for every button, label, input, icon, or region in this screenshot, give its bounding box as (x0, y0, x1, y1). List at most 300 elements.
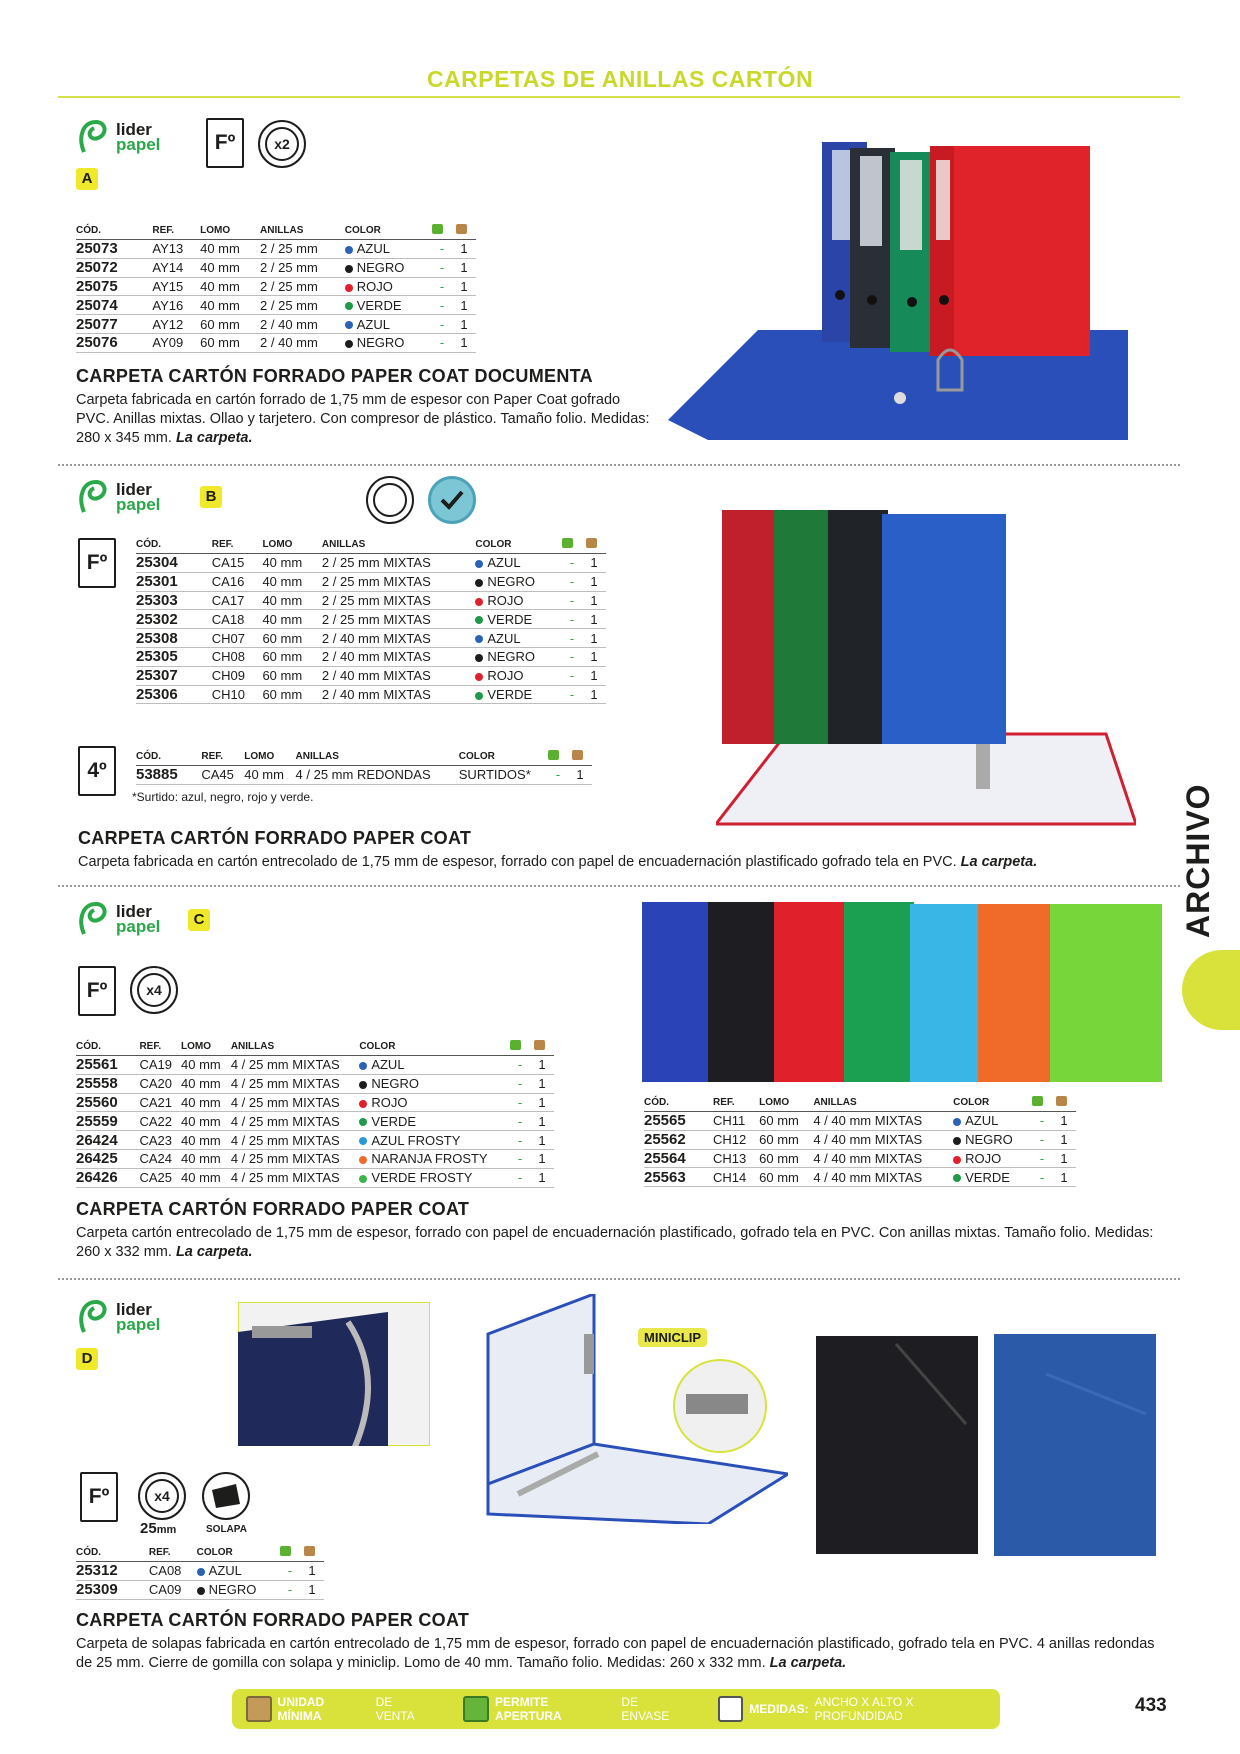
anillas-value: 4 / 25 mm MIXTAS (230, 1151, 340, 1167)
cod-value: 25312 (76, 1562, 118, 1580)
logo-line2: papel (116, 495, 161, 514)
cell-anillas (260, 315, 345, 334)
cell-lomo (262, 554, 321, 573)
color-dot-icon (475, 654, 483, 662)
table-row (136, 610, 606, 629)
open-pack-icon (1032, 1096, 1056, 1112)
color-dot-icon (345, 284, 353, 292)
col-lomo: LOMO (244, 750, 295, 766)
table-row (136, 554, 606, 573)
cell-min-unit: 1 (586, 629, 606, 648)
table-row (644, 1149, 1076, 1168)
cell-cod (76, 277, 152, 296)
cell-anillas (322, 685, 475, 704)
anillas-value: 2 / 25 mm (260, 260, 318, 276)
cell-anillas (322, 610, 475, 629)
cell-min-unit: 1 (456, 296, 476, 315)
cell-anillas (813, 1168, 953, 1187)
col-cod: CÓD. (136, 538, 212, 554)
cod-value: 25559 (76, 1112, 118, 1130)
color-value: NEGRO (487, 574, 536, 590)
col-lomo: LOMO (262, 538, 321, 554)
ref-value: CA21 (139, 1094, 172, 1110)
cell-ref (152, 296, 200, 315)
cell-open-pack: - (1032, 1168, 1056, 1187)
cell-cod (136, 554, 212, 573)
logo-line2: papel (116, 135, 161, 154)
lomo-value: 60 mm (759, 1132, 799, 1148)
cell-ref (212, 591, 263, 610)
section-divider (58, 464, 1180, 466)
color-dot-icon (475, 560, 483, 568)
cell-cod (136, 572, 212, 591)
cell-lomo (262, 647, 321, 666)
color-dot-icon (345, 321, 353, 329)
ref-value: CA19 (139, 1057, 172, 1073)
cell-open-pack: - (1032, 1130, 1056, 1149)
color-value: AZUL (487, 555, 521, 571)
col-anillas: ANILLAS (296, 750, 459, 766)
lomo-value: 40 mm (200, 297, 240, 313)
cell-lomo (759, 1130, 813, 1149)
lomo-value: 60 mm (200, 316, 240, 332)
cod-value: 25305 (136, 648, 178, 666)
ref-value: CH10 (211, 686, 246, 702)
table-row (644, 1168, 1076, 1187)
cuarto-size-icon: 4º (78, 746, 116, 796)
anillas-value: 4 / 25 mm MIXTAS (230, 1057, 340, 1073)
color-value: ROJO (487, 592, 524, 608)
lomo-value: 60 mm (262, 630, 303, 646)
ref-value: CA22 (139, 1113, 172, 1129)
ref-value: AY13 (152, 241, 184, 257)
cell-anillas (322, 591, 475, 610)
cell-lomo (262, 666, 321, 685)
cell-color (359, 1149, 510, 1168)
cell-color (359, 1093, 510, 1112)
cell-open-pack: - (562, 666, 586, 685)
cell-anillas (231, 1074, 359, 1093)
table-row (76, 333, 476, 352)
ref-value: CA08 (148, 1563, 182, 1579)
cod-value: 25072 (76, 259, 118, 277)
cod-value: 53885 (136, 766, 178, 784)
anillas-value: 2 / 25 mm MIXTAS (321, 592, 431, 608)
cell-anillas (322, 554, 475, 573)
cell-cod (136, 610, 212, 629)
cell-anillas (322, 647, 475, 666)
cell-min-unit: 1 (456, 277, 476, 296)
logo-line1: lider (116, 1300, 152, 1319)
product-desc-c-em: La carpeta. (175, 1244, 253, 1260)
lomo-value: 40 mm (181, 1076, 221, 1092)
anillas-value: 2 / 25 mm (260, 278, 318, 294)
lomo-value: 40 mm (244, 767, 284, 783)
product-table-c2 (644, 1096, 1076, 1187)
open-box-icon (463, 1696, 489, 1722)
logo-line2: papel (116, 1315, 161, 1334)
legend-bar (232, 1689, 1000, 1729)
legend-measures (718, 1695, 1000, 1723)
cell-ref (152, 277, 200, 296)
archive-tab-icon (1182, 950, 1240, 1030)
cell-min-unit: 1 (534, 1112, 554, 1131)
color-dot-icon (475, 598, 483, 606)
cell-color (475, 572, 562, 591)
col-color: COLOR (359, 1040, 510, 1056)
color-value: NARANJA FROSTY (371, 1151, 488, 1167)
ref-value: AY16 (152, 297, 184, 313)
ref-value: CA18 (211, 611, 245, 627)
cod-value: 25564 (644, 1149, 686, 1167)
rings-count-label: x2 (265, 127, 299, 161)
cell-color (359, 1131, 510, 1150)
color-value: AZUL FROSTY (371, 1132, 461, 1148)
color-dot-icon (953, 1137, 961, 1145)
col-cod: CÓD. (136, 750, 201, 766)
lomo-value: 40 mm (181, 1057, 221, 1073)
color-value: AZUL (208, 1563, 242, 1579)
cell-cod (136, 591, 212, 610)
anillas-value: 4 / 40 mm MIXTAS (813, 1150, 923, 1166)
cell-open-pack: - (510, 1168, 534, 1187)
cell-cod (644, 1149, 713, 1168)
cell-ref (139, 1168, 181, 1187)
cell-color (475, 685, 562, 704)
color-dot-icon (359, 1062, 367, 1070)
cell-min-unit: 1 (534, 1131, 554, 1150)
cell-lomo (200, 277, 260, 296)
ref-value: CH14 (713, 1169, 747, 1185)
color-value: AZUL (965, 1113, 999, 1129)
cell-color (953, 1168, 1032, 1187)
color-value: NEGRO (208, 1582, 257, 1598)
cod-value: 26425 (76, 1150, 118, 1168)
anillas-value: 4 / 40 mm MIXTAS (813, 1113, 923, 1129)
cell-color (197, 1562, 280, 1581)
cell-anillas (260, 240, 345, 259)
color-dot-icon (359, 1137, 367, 1145)
anillas-value: 4 / 25 mm MIXTAS (230, 1094, 340, 1110)
product-desc-d (76, 1635, 1166, 1673)
ref-value: CA20 (139, 1076, 172, 1092)
color-dot-icon (953, 1174, 961, 1182)
cell-cod (76, 1562, 149, 1581)
lomo-value: 40 mm (262, 555, 303, 571)
cell-min-unit: 1 (586, 666, 606, 685)
cell-anillas (296, 766, 459, 785)
color-dot-icon (475, 635, 483, 643)
cell-anillas (322, 666, 475, 685)
cell-min-unit: 1 (586, 647, 606, 666)
cell-open-pack: - (562, 554, 586, 573)
ring-size-value: 25 (140, 1520, 157, 1537)
cell-color (359, 1074, 510, 1093)
ref-value: CA45 (201, 767, 234, 783)
lomo-value: 60 mm (200, 335, 240, 351)
cell-color (345, 315, 432, 334)
cell-cod (76, 258, 152, 277)
col-cod: CÓD. (76, 224, 152, 240)
open-pack-icon (510, 1040, 534, 1056)
col-color: COLOR (459, 750, 548, 766)
cell-min-unit: 1 (534, 1074, 554, 1093)
lider-papel-logo-icon (76, 900, 112, 938)
product-desc-a (76, 391, 656, 448)
anillas-value: 2 / 40 mm (260, 335, 318, 351)
lomo-value: 60 mm (759, 1169, 799, 1185)
cell-anillas (231, 1149, 359, 1168)
cell-cod (76, 1580, 149, 1599)
anillas-value: 4 / 40 mm MIXTAS (813, 1132, 923, 1148)
color-value: NEGRO (487, 649, 536, 665)
cell-lomo (262, 629, 321, 648)
cell-open-pack: - (432, 277, 456, 296)
product-image-ring-detail (238, 1302, 430, 1446)
cell-lomo (181, 1056, 231, 1075)
cell-color (197, 1580, 280, 1599)
table-row (644, 1130, 1076, 1149)
section-badge-a: A (76, 168, 98, 190)
cell-ref (713, 1130, 759, 1149)
cell-anillas (260, 258, 345, 277)
ref-value: CA23 (139, 1132, 172, 1148)
cell-color (475, 610, 562, 629)
cell-cod (136, 685, 212, 704)
cell-ref (149, 1562, 197, 1581)
cell-min-unit: 1 (304, 1562, 324, 1581)
cell-lomo (759, 1112, 813, 1131)
brand-logo (76, 900, 160, 938)
col-lomo: LOMO (759, 1096, 813, 1112)
anillas-value: 4 / 25 mm REDONDAS (295, 767, 431, 783)
cell-anillas (813, 1112, 953, 1131)
min-unit-icon (586, 538, 606, 554)
color-value: NEGRO (371, 1076, 419, 1092)
lider-papel-logo-icon (76, 1298, 112, 1336)
anillas-value: 2 / 40 mm MIXTAS (321, 630, 431, 646)
cod-value: 25304 (136, 554, 178, 572)
cell-ref (152, 258, 200, 277)
cell-min-unit: 1 (586, 572, 606, 591)
min-unit-icon (534, 1040, 554, 1056)
cell-color (359, 1056, 510, 1075)
cod-value: 25301 (136, 573, 178, 591)
product-desc-a-text: Carpeta fabricada en cartón forrado de 1,75 mm de espesor con Paper Coat gofrado PVC. Anillas mixtas. Ollao y tarjetero. Con compresor de plástico. Tamaño folio. Medidas: 280 x 345 mm. (76, 392, 650, 446)
cell-ref (139, 1112, 181, 1131)
cell-cod (136, 629, 212, 648)
rings-count-icon (258, 120, 306, 168)
product-table-a (76, 224, 476, 353)
cell-min-unit: 1 (534, 1093, 554, 1112)
cell-open-pack: - (562, 685, 586, 704)
table-row (76, 1168, 554, 1187)
anillas-value: 2 / 40 mm MIXTAS (321, 649, 431, 665)
cell-color (475, 591, 562, 610)
folio-size-icon: Fº (206, 118, 244, 168)
lider-papel-logo-icon (76, 118, 112, 156)
cell-anillas (231, 1093, 359, 1112)
color-value: NEGRO (356, 335, 405, 351)
cell-lomo (200, 333, 260, 352)
cell-cod (136, 647, 212, 666)
cell-ref (212, 629, 263, 648)
anillas-value: 2 / 25 mm MIXTAS (321, 555, 431, 571)
cell-lomo (200, 258, 260, 277)
lomo-value: 40 mm (181, 1094, 221, 1110)
logo-line1: lider (116, 480, 152, 499)
logo-line1: lider (116, 120, 152, 139)
color-dot-icon (359, 1100, 367, 1108)
ref-value: CA09 (148, 1582, 182, 1598)
anillas-value: 4 / 25 mm MIXTAS (230, 1170, 340, 1186)
table-row (136, 766, 592, 785)
col-ref: REF. (149, 1546, 197, 1562)
cell-color (359, 1112, 510, 1131)
cell-color (345, 277, 432, 296)
color-dot-icon (475, 579, 483, 587)
rings-count-label: x4 (137, 973, 171, 1007)
lider-papel-logo-icon (76, 478, 112, 516)
folio-size-icon: Fº (78, 966, 116, 1016)
color-value: VERDE FROSTY (371, 1170, 473, 1186)
cell-open-pack: - (548, 766, 572, 785)
cell-open-pack: - (562, 610, 586, 629)
cell-ref (152, 315, 200, 334)
cell-open-pack: - (432, 333, 456, 352)
color-dot-icon (953, 1156, 961, 1164)
anillas-value: 2 / 25 mm MIXTAS (321, 611, 431, 627)
cod-value: 25306 (136, 685, 178, 703)
cell-color (953, 1149, 1032, 1168)
box-icon (246, 1696, 272, 1722)
color-dot-icon (953, 1118, 961, 1126)
cell-color (459, 766, 548, 785)
cell-ref (212, 685, 263, 704)
cell-lomo (759, 1149, 813, 1168)
product-table-b1 (136, 538, 606, 704)
cell-anillas (260, 296, 345, 315)
cell-cod (76, 296, 152, 315)
cell-cod (76, 1149, 139, 1168)
product-desc-b-text: Carpeta fabricada en cartón entrecolado de 1,75 mm de espesor, forrado con papel de encuadernación plastificado gofrado tela en PVC. (78, 854, 957, 870)
cell-color (345, 258, 432, 277)
anillas-value: 4 / 25 mm MIXTAS (230, 1113, 340, 1129)
table-row (136, 647, 606, 666)
product-title-c: CARPETA CARTÓN FORRADO PAPER COAT (76, 1199, 470, 1219)
product-desc-d-text: Carpeta de solapas fabricada en cartón entrecolado de 1,75 mm de espesor, forrado con papel de encuadernación plastificado, gofrado tela en PVC. 4 anillas redondas de 25 mm. Cierre de gomilla con solapa y miniclip. Lomo de 40 mm. Tamaño folio. Medidas: 260 x 332 mm. (76, 1636, 1155, 1671)
cell-color (359, 1168, 510, 1187)
open-pack-icon (548, 750, 572, 766)
section-badge-d: D (76, 1348, 98, 1370)
ref-value: AY09 (152, 335, 184, 351)
cell-lomo (262, 591, 321, 610)
cell-cod (76, 1112, 139, 1131)
cell-min-unit: 1 (572, 766, 592, 785)
cell-ref (152, 333, 200, 352)
cell-cod (644, 1130, 713, 1149)
table-row (136, 629, 606, 648)
cell-ref (713, 1112, 759, 1131)
ref-value: CA16 (211, 574, 245, 590)
cell-color (953, 1112, 1032, 1131)
cell-min-unit: 1 (1056, 1168, 1076, 1187)
ref-value: AY14 (152, 260, 184, 276)
table-row (76, 1056, 554, 1075)
cell-anillas (322, 629, 475, 648)
cell-lomo (181, 1168, 231, 1187)
cell-color (345, 240, 432, 259)
ref-value: CH07 (211, 630, 246, 646)
product-table-b2 (136, 750, 592, 785)
anillas-value: 2 / 40 mm (260, 316, 318, 332)
ref-value: CA24 (139, 1151, 172, 1167)
ref-value: CH08 (211, 649, 246, 665)
color-value: NEGRO (356, 260, 405, 276)
lomo-value: 60 mm (262, 649, 303, 665)
miniclip-label: MINICLIP (638, 1328, 707, 1347)
table-row (136, 685, 606, 704)
color-dot-icon (359, 1118, 367, 1126)
cell-min-unit: 1 (456, 333, 476, 352)
lomo-value: 60 mm (759, 1113, 799, 1129)
cell-anillas (231, 1056, 359, 1075)
cell-lomo (181, 1074, 231, 1093)
cell-anillas (322, 572, 475, 591)
cell-open-pack: - (432, 296, 456, 315)
cod-value: 25308 (136, 629, 178, 647)
col-lomo: LOMO (181, 1040, 231, 1056)
cod-value: 25307 (136, 667, 178, 685)
min-unit-icon (1056, 1096, 1076, 1112)
brand-logo (76, 478, 160, 516)
color-value: VERDE (487, 611, 533, 627)
cell-min-unit: 1 (586, 591, 606, 610)
col-color: COLOR (197, 1546, 280, 1562)
table-row (136, 572, 606, 591)
color-dot-icon (197, 1568, 205, 1576)
cod-value: 25076 (76, 334, 118, 352)
cell-lomo (200, 240, 260, 259)
anillas-value: 2 / 40 mm MIXTAS (321, 668, 431, 684)
cell-open-pack: - (510, 1112, 534, 1131)
cell-open-pack: - (510, 1149, 534, 1168)
col-ref: REF. (139, 1040, 181, 1056)
cell-open-pack: - (432, 315, 456, 334)
lomo-value: 40 mm (262, 592, 303, 608)
ref-value: CH13 (713, 1150, 747, 1166)
cod-value: 25302 (136, 610, 178, 628)
page-number: 433 (1135, 1695, 1167, 1716)
table-row (76, 258, 476, 277)
cell-anillas (260, 333, 345, 352)
cell-color (475, 629, 562, 648)
legend-measures-bold: MEDIDAS: (749, 1702, 809, 1716)
color-value: VERDE (965, 1169, 1010, 1185)
cell-ref (149, 1580, 197, 1599)
color-value: ROJO (371, 1094, 408, 1110)
table-row (136, 666, 606, 685)
rings-count-icon (138, 1472, 186, 1520)
cell-ref (212, 666, 263, 685)
table-row (76, 1149, 554, 1168)
flap-label: SOLAPA (206, 1524, 247, 1535)
cod-value: 26426 (76, 1169, 118, 1187)
cell-open-pack: - (1032, 1112, 1056, 1131)
cell-color (953, 1130, 1032, 1149)
cell-lomo (200, 315, 260, 334)
cell-open-pack: - (280, 1580, 304, 1599)
